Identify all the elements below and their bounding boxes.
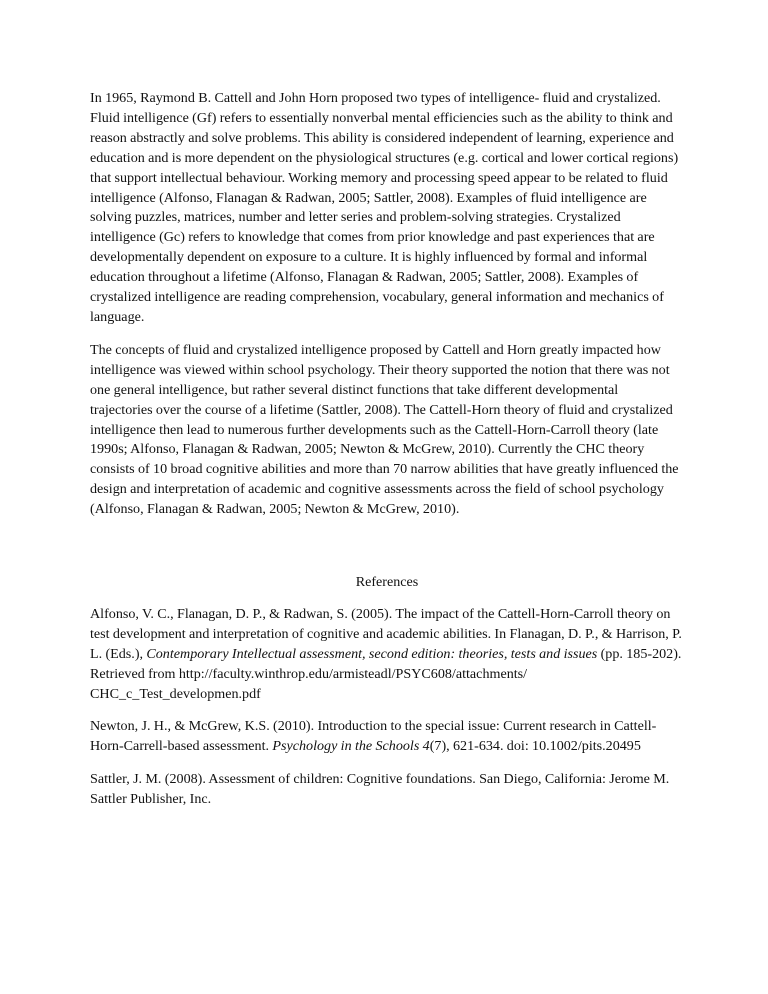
reference-entry-2 — [90, 717, 684, 757]
body-paragraph-2: The concepts of fluid and crystalized intelligence proposed by Cattell and Horn greatly impacted how intelligence was viewed within school psychology. Their theory supported the notion that there was not one general intelligence, but rather several distinct functions that take different developmental trajectories over the course of a lifetime (Sattler, 2008). The Cattell-Horn theory of fluid and crystalized intelligence then lead to numerous further developments such as the Cattell-Horn-Carroll theory (late 1990s; Alfonso, Flanagan & Radwan, 2005; Newton & McGrew, 2010). Currently the CHC theory consists of 10 broad cognitive abilities and more than 70 narrow abilities that have greatly influenced the design and interpretation of academic and cognitive assessments across the field of school psychology (Alfonso, Flanagan & Radwan, 2005; Newton & McGrew, 2010). — [90, 341, 679, 518]
body-paragraph-1: In 1965, Raymond B. Cattell and John Horn proposed two types of intelligence- fluid and crystalized. Fluid intelligence (Gf) refers to essentially nonverbal mental efficiencies such as the ability to think and reason abstractly and solve problems. This ability is considered independent of learning, experience and education and is more dependent on the physiological structures (e.g. cortical and lower cortical regions) that support intellectual behaviour. Working memory and processing speed appear to be related to fluid intelligence (Alfonso, Flanagan & Radwan, 2005; Sattler, 2008). Examples of fluid intelligence are solving puzzles, matrices, number and letter series and problem-solving strategies. Crystalized intelligence (Gc) refers to knowledge that comes from prior knowledge and past experiences that are developmentally dependent on exposure to a culture. It is highly influenced by formal and informal education throughout a lifetime (Alfonso, Flanagan & Radwan, 2005; Sattler, 2008). Examples of crystalized intelligence are reading comprehension, vocabulary, general information and mechanics of language. — [90, 90, 679, 325]
references-heading: References — [355, 574, 419, 591]
reference-title-italic: Contemporary Intellectual assessment, second edition: theories, tests and issues — [146, 645, 598, 662]
reference-text: (pp. 185-202). Retrieved from http://faculty.winthrop.edu/armisteadl/PSYC608/attachments/ CHC_c_Test_developmen.pdf — [90, 645, 682, 702]
reference-text: Newton, J. H., & McGrew, K.S. (2010). Introduction to the special issue: Current research in Cattell-Horn-Carrell-based assessment. — [90, 718, 657, 755]
section-spacer — [90, 533, 684, 573]
reference-text: (7), 621-634. doi: 10.1002/pits.20495 — [429, 738, 641, 755]
reference-text: Sattler, J. M. (2008). Assessment of children: Cognitive foundations. San Diego, California: Jerome M. Sattler Publisher, Inc. — [90, 771, 670, 808]
reference-text: Alfonso, V. C., Flanagan, D. P., & Radwan, S. (2005). The impact of the Cattell-Horn-Carroll theory on test development and interpretation of cognitive and academic abilities. In Flanagan, D. P., & Harrison, P. L. (Eds.), — [90, 605, 682, 662]
document-page — [90, 89, 684, 823]
reference-entry-1 — [90, 605, 684, 705]
reference-entry-3 — [90, 770, 684, 810]
reference-title-italic: Psychology in the Schools 4 — [272, 738, 430, 755]
